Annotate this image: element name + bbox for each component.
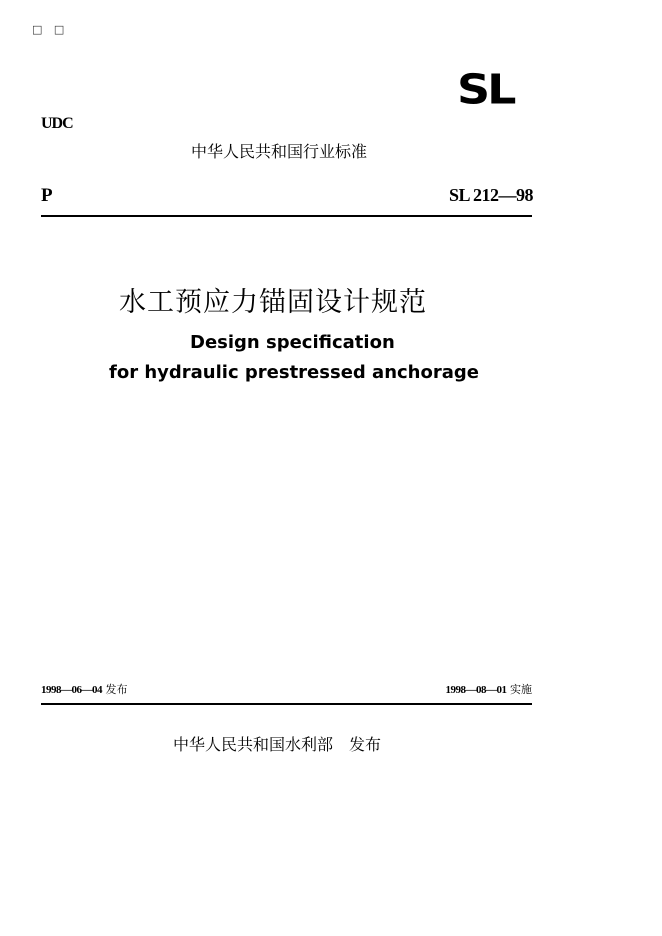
implement-date-label: 实施 bbox=[510, 683, 532, 696]
issue-date bbox=[41, 681, 128, 697]
bottom-rule bbox=[41, 703, 532, 705]
implement-date bbox=[446, 681, 533, 697]
corner-mark: □ □ bbox=[32, 23, 69, 36]
title-english-line2: for hydraulic prestressed anchorage bbox=[109, 362, 479, 383]
top-rule bbox=[41, 215, 532, 217]
sl-logo: SL bbox=[457, 64, 514, 114]
standard-code: SL 212—98 bbox=[448, 185, 533, 205]
implement-date-value: 1998—08—01 bbox=[445, 684, 507, 696]
publisher: 中华人民共和国水利部 发布 bbox=[173, 735, 382, 754]
issue-date-value: 1998—06—04 bbox=[41, 684, 102, 696]
issue-date-label: 发布 bbox=[105, 683, 128, 696]
udc-label: UDC bbox=[41, 115, 73, 132]
standard-type: 中华人民共和国行业标准 bbox=[191, 142, 368, 161]
title-chinese: 水工预应力锚固设计规范 bbox=[119, 287, 427, 318]
title-english-line1: Design specification bbox=[190, 332, 395, 353]
classification-code: P bbox=[41, 185, 53, 206]
